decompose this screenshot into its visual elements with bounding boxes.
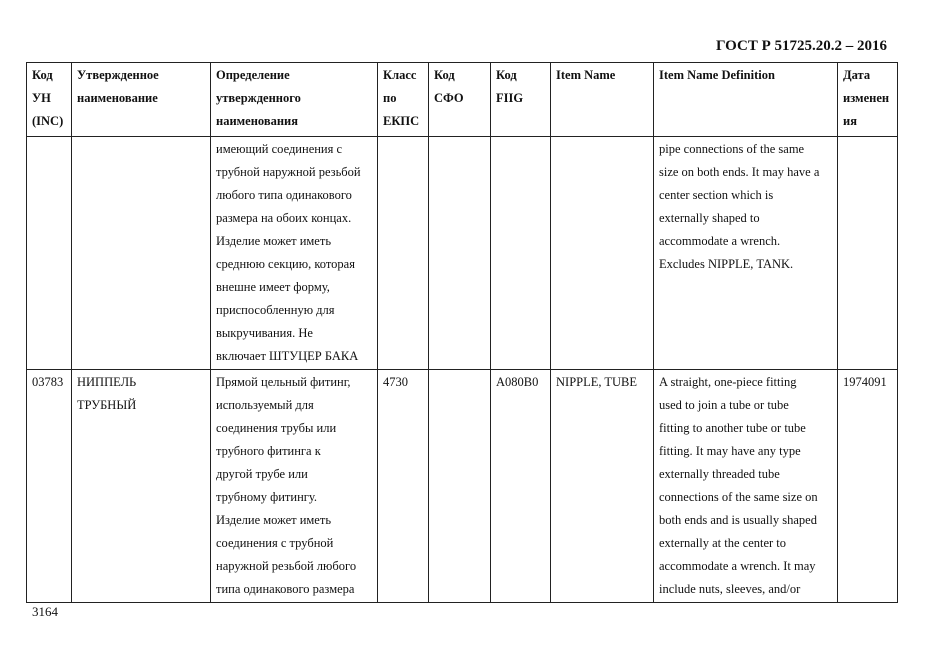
cell-fiig <box>491 137 551 370</box>
cell-class <box>378 137 429 370</box>
cell-date: 1974091 <box>838 370 898 603</box>
table-row <box>27 370 898 603</box>
cell-approved-name: НИППЕЛЬ ТРУБНЫЙ <box>72 370 211 603</box>
column-header-class: Класс по ЕКПС <box>378 63 429 137</box>
table-row <box>27 137 898 370</box>
column-header-approved-name: Утвержденное наименование <box>72 63 211 137</box>
column-header-date: Дата изменен ия <box>838 63 898 137</box>
cell-sfo <box>429 370 491 603</box>
cell-definition-ru: Прямой цельный фитинг, используемый для соединения трубы или трубного фитинга к другой трубе или трубному фитингу. Изделие может иметь соединения с трубной наружной резьбой любого типа одинакового размера <box>211 370 378 603</box>
cell-inc <box>27 137 72 370</box>
cell-definition-en: pipe connections of the same size on both ends. It may have a center section which is externally shaped to accommodate a wrench. Excludes NIPPLE, TANK. <box>654 137 838 370</box>
cell-fiig: A080B0 <box>491 370 551 603</box>
column-header-inc: Код УН (INC) <box>27 63 72 137</box>
cell-item-name <box>551 137 654 370</box>
cell-definition-en: A straight, one-piece fitting used to join a tube or tube fitting to another tube or tube fitting. It may have any type externally threaded tube connections of the same size on both ends and is usually shaped externally at the center to accommodate a wrench. It may include nuts, sleeves, and/or <box>654 370 838 603</box>
table-header-row <box>27 63 898 137</box>
cell-date <box>838 137 898 370</box>
column-header-definition-ru: Определение утвержденного наименования <box>211 63 378 137</box>
column-header-fiig: Код FIIG <box>491 63 551 137</box>
catalog-table <box>26 62 898 603</box>
column-header-sfo: Код СФО <box>429 63 491 137</box>
cell-class: 4730 <box>378 370 429 603</box>
page-number: 3164 <box>32 604 58 619</box>
cell-inc: 03783 <box>27 370 72 603</box>
column-header-item-name: Item Name <box>551 63 654 137</box>
cell-approved-name <box>72 137 211 370</box>
cell-definition-ru: имеющий соединения с трубной наружной резьбой любого типа одинакового размера на обоих концах. Изделие может иметь среднюю секцию, которая внешне имеет форму, приспособленную для выкручивания. Не включает ШТУЦЕР БАКА <box>211 137 378 370</box>
cell-sfo <box>429 137 491 370</box>
cell-item-name: NIPPLE, TUBE <box>551 370 654 603</box>
column-header-definition-en: Item Name Definition <box>654 63 838 137</box>
document-code: ГОСТ Р 51725.20.2 – 2016 <box>715 38 887 54</box>
